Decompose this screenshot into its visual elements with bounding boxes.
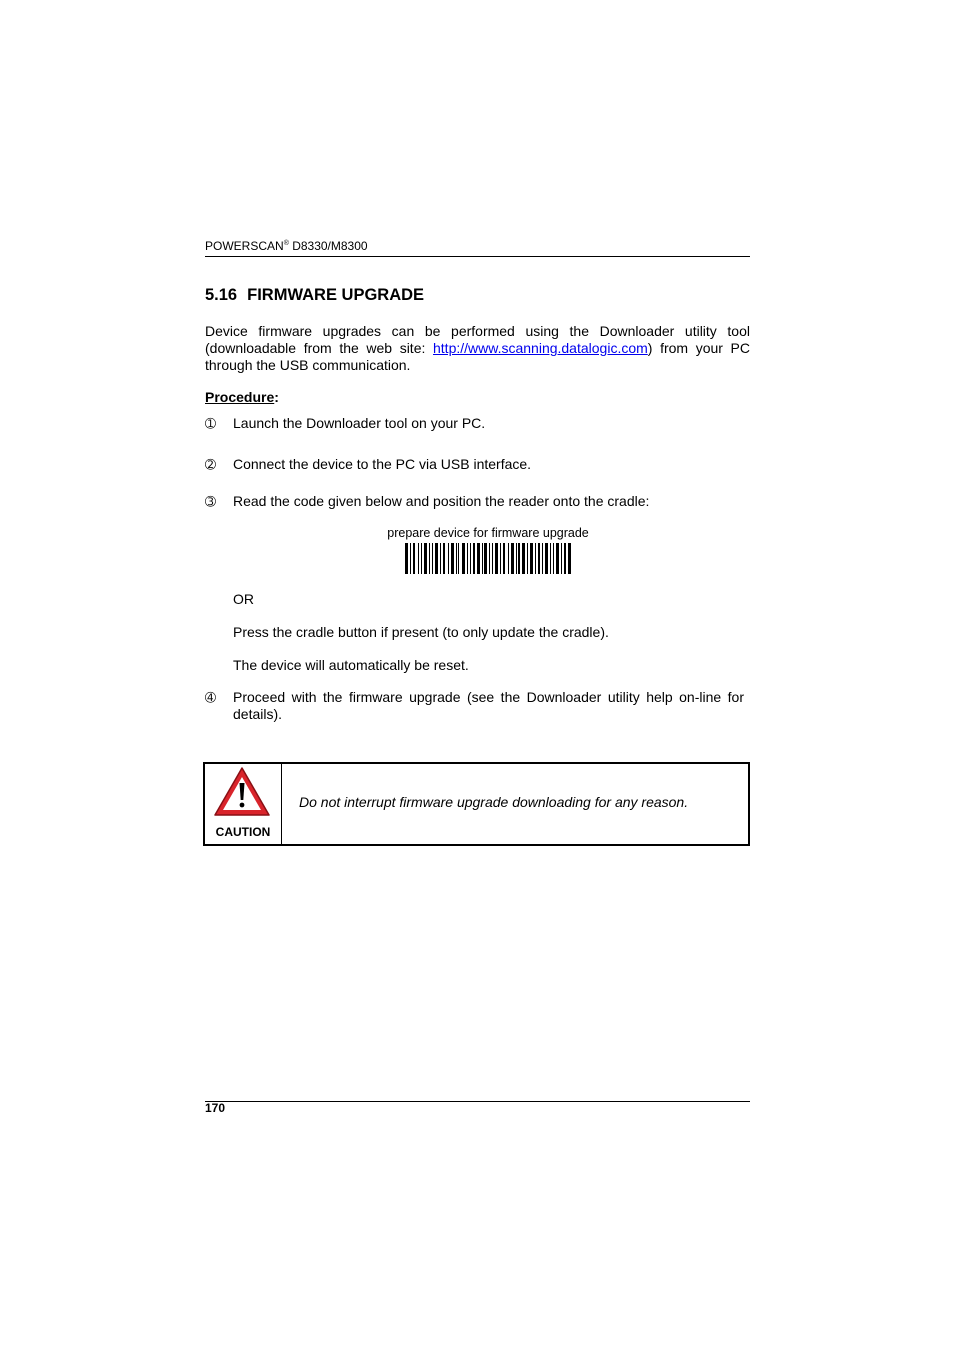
section-number: 5.16 xyxy=(205,286,238,304)
intro-line-1: Device firmware upgrades can be performed using the Downloader utility tool xyxy=(205,323,750,339)
intro-line-2-post: ) from your PC xyxy=(647,340,750,356)
procedure-text: Procedure xyxy=(205,389,275,405)
step-4-text xyxy=(233,689,744,723)
intro-line-2-pre: (downloadable from the web site: xyxy=(205,340,433,356)
step-3-marker: ➂ xyxy=(205,494,216,509)
step-2-text: Connect the device to the PC via USB interface. xyxy=(233,456,532,472)
intro-line-2 xyxy=(205,340,750,357)
warning-icon xyxy=(213,766,271,818)
cradle-text: Press the cradle button if present (to only update the cradle). xyxy=(233,624,609,640)
step-2-marker: ➁ xyxy=(205,457,216,472)
intro-line-3: through the USB communication. xyxy=(205,357,411,373)
step-1-text: Launch the Downloader tool on your PC. xyxy=(233,415,486,431)
step-4-marker: ➃ xyxy=(205,690,216,705)
page-number: 170 xyxy=(205,1101,226,1115)
procedure-colon: : xyxy=(274,389,279,405)
footer-rule xyxy=(205,1101,750,1102)
registered-mark: ® xyxy=(283,240,289,247)
header-model: D8330/M8300 xyxy=(288,239,368,253)
step-1-marker: ➀ xyxy=(205,416,216,431)
or-text: OR xyxy=(233,591,254,607)
intro-paragraph xyxy=(205,323,750,374)
caution-label: CAUTION xyxy=(215,825,271,839)
reset-text: The device will automatically be reset. xyxy=(233,657,469,673)
caution-divider xyxy=(281,764,282,844)
step-4-line-1: Proceed with the firmware upgrade (see the Downloader utility help on-line for xyxy=(233,689,744,705)
firmware-upgrade-barcode xyxy=(405,543,571,574)
running-header xyxy=(205,239,368,253)
caution-text: Do not interrupt firmware upgrade downloading for any reason. xyxy=(299,794,689,810)
procedure-label xyxy=(205,389,279,405)
header-product: POWERSCAN xyxy=(205,239,284,253)
header-rule xyxy=(205,256,750,257)
section-title xyxy=(205,286,424,305)
step-3-text: Read the code given below and position the reader onto the cradle: xyxy=(233,493,650,509)
step-4-line-2: details). xyxy=(233,706,283,722)
barcode-label: prepare device for firmware upgrade xyxy=(387,526,589,540)
section-heading: FIRMWARE UPGRADE xyxy=(247,286,425,304)
datalogic-link[interactable]: http://www.scanning.datalogic.com xyxy=(433,340,648,356)
